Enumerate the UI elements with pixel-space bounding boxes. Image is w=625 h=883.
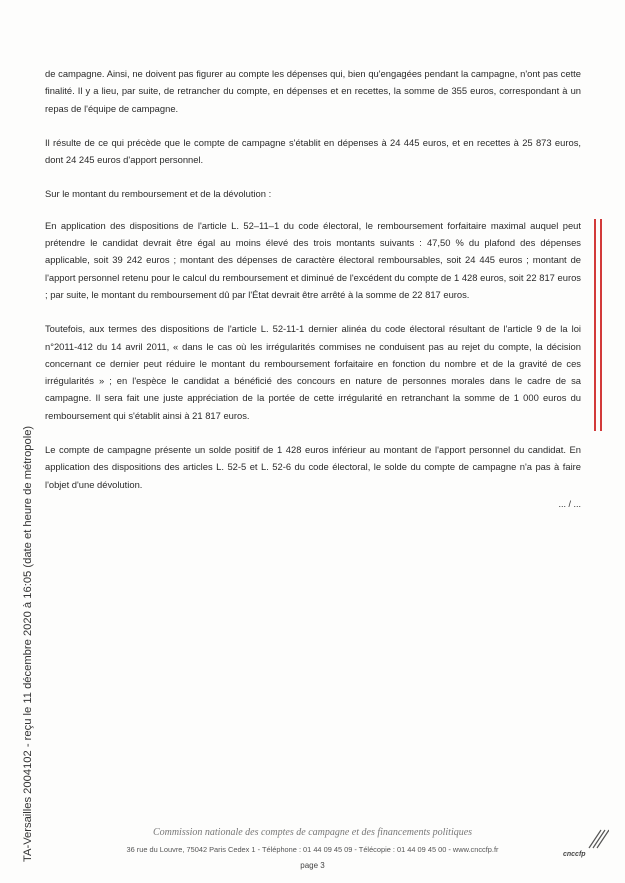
margin-annotation-bar-left [594, 219, 596, 431]
footer-commission: Commission nationale des comptes de campagne et des financements politiques [152, 827, 473, 838]
logo-slashes-icon [563, 826, 609, 850]
paragraph-account-totals: Il résulte de ce qui précède que le compte de campagne s'établit en dépenses à 24 445 euros, et en recettes à 25 873 euros, dont 24 245 euros d'apport personnel. [45, 136, 581, 166]
paragraph-reimbursement-calculation: En application des dispositions de l'article L. 52–11–1 du code électoral, le remboursement forfaitaire maximal auquel peut prétendre le candidat devrait être égal au moins élevé des trois montants suivants : 47,50 % du plafond des dépenses applicable, soit 39 242 euros ; montant des dépenses de caractère électoral remboursables, soit 24 445 euros ; montant de l'apport personnel retenu pour le calcul du remboursement et diminué de l'excédent du compte de 1 428 euros, soit 22 817 euros ; par suite, le montant du remboursement dû par l'État devrait être arrêté à la somme de 22 817 euros. [45, 219, 581, 300]
paragraph-expenses-excluded: de campagne. Ainsi, ne doivent pas figurer au compte les dépenses qui, bien qu'engagées pendant la campagne, n'ont pas cette finalité. Il y a lieu, par suite, de retrancher du compte, en dépenses et en recettes, la somme de 355 euros, correspondant à un repas de l'équipe de campagne. [45, 68, 581, 114]
paragraph-reduction: Toutefois, aux termes des dispositions de l'article L. 52-11-1 dernier alinéa du code électoral résultant de l'article 9 de la loi n°2011-412 du 14 avril 2011, « dans le cas où les irrégularités commises ne conduisent pas au rejet du compte, la décision concernant ce dernier peut réduire le montant du remboursement forfaitaire en fonction du nombre et de la gravité de ces irrégularités » ; en l'espèce le candidat a bénéficié des concours en nature de personnes morales dans le cadre de sa campagne. Il sera fait une juste appréciation de la portée de cette irrégularité en retranchant la somme de 1 000 euros du remboursement qui s'établit ainsi à 21 817 euros. [45, 323, 581, 421]
logo-text: cnccfp [563, 851, 586, 858]
cnccfp-logo [563, 826, 609, 858]
paragraph-devolution: Le compte de campagne présente un solde positif de 1 428 euros inférieur au montant de l'apport personnel du candidat. En application des dispositions des articles L. 52-5 et L. 52-6 du code électoral, le solde du compte de campagne n'a pas à faire l'objet d'une dévolution. [45, 444, 581, 490]
body-text [45, 65, 581, 513]
section-heading-reimbursement: Sur le montant du remboursement et de la dévolution : [45, 188, 272, 200]
margin-annotation-bar-right [600, 219, 602, 431]
footer-address: 36 rue du Louvre, 75042 Paris Cedex 1 - Téléphone : 01 44 09 45 09 - Télécopie : 01 44 09 45 00 - www.cnccfp.fr [126, 845, 499, 854]
continuation-mark: ... / ... [558, 498, 581, 509]
page-number: page 3 [300, 861, 325, 870]
reception-stamp: TA-Versailles 2004102 - reçu le 11 décembre 2020 à 16:05 (date et heure de métropole) [22, 425, 34, 862]
